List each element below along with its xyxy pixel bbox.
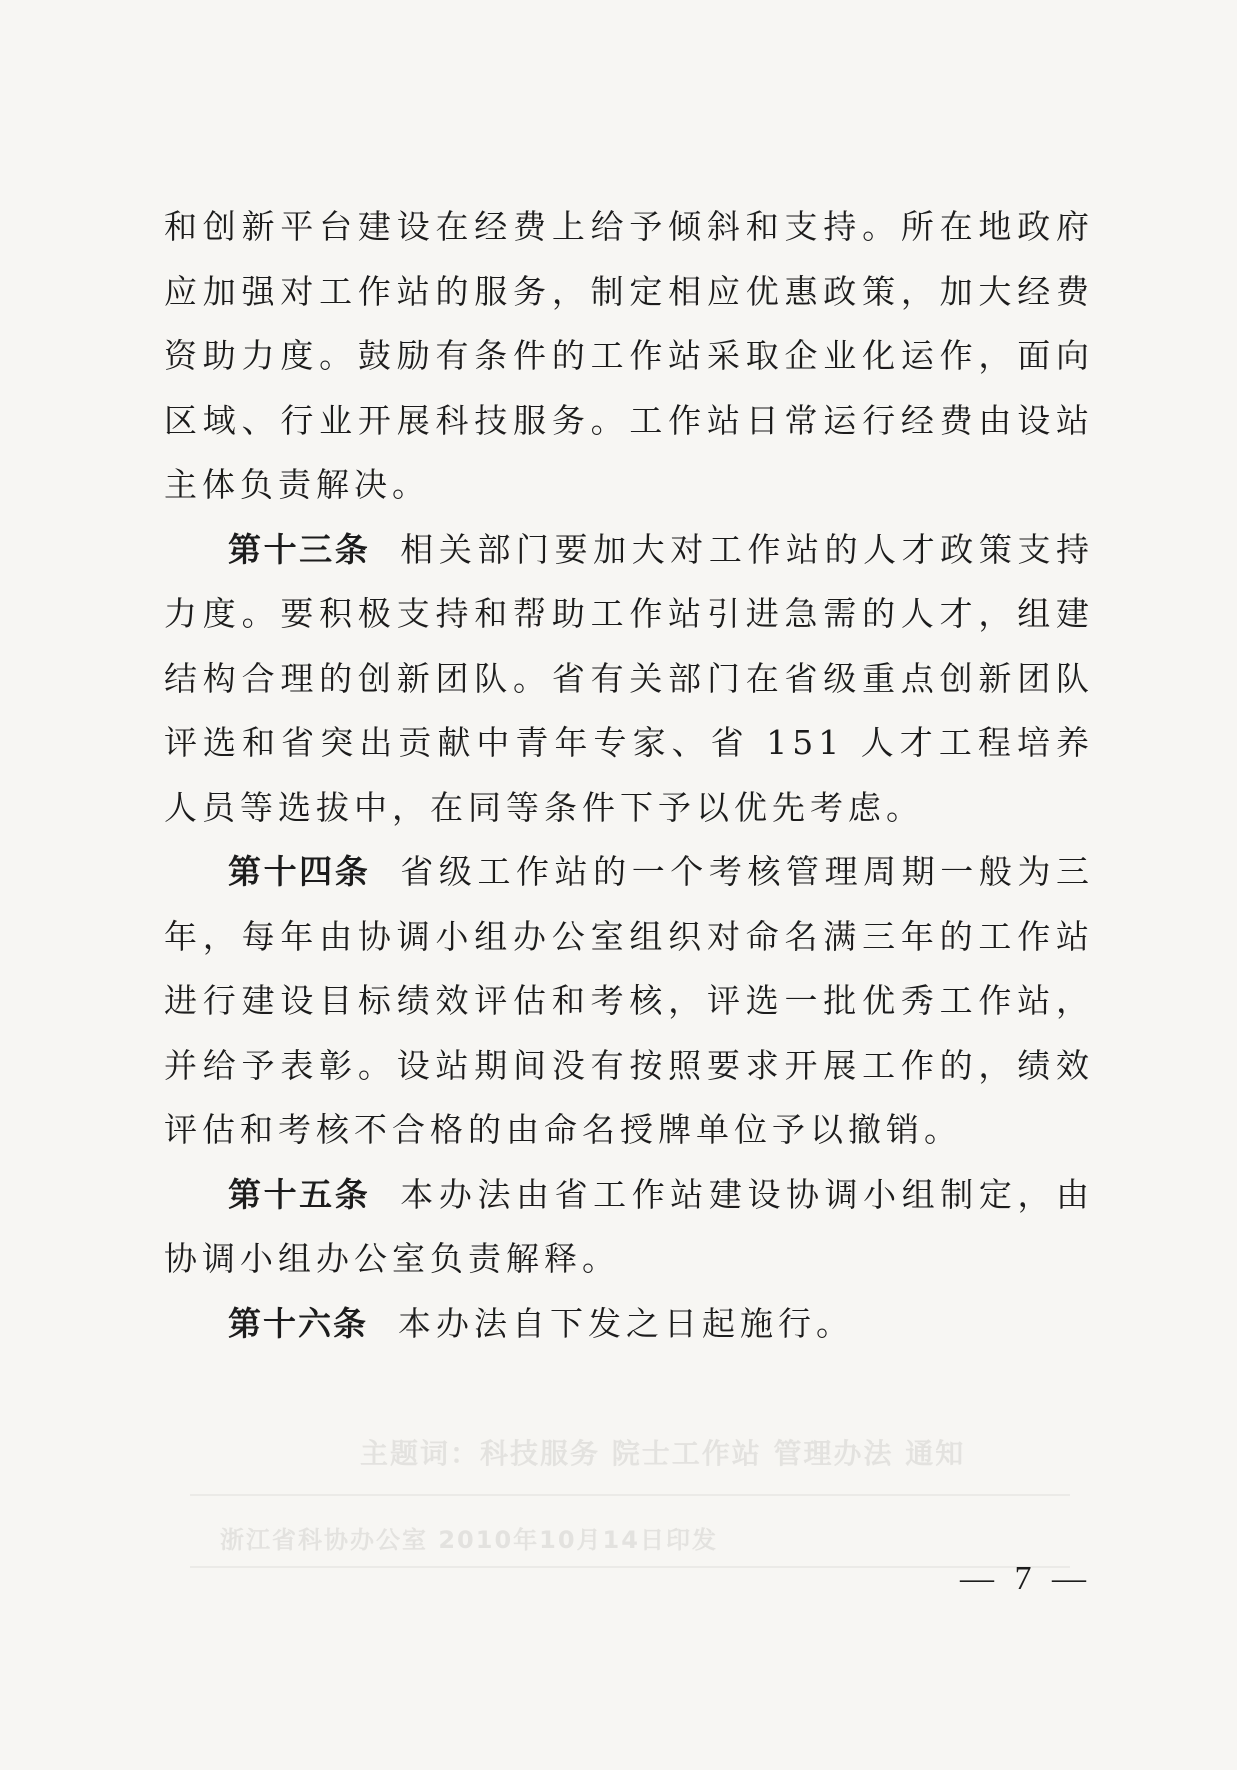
issuer-line-bleedthrough: 浙江省科协办公室 2010年10月14日印发 bbox=[220, 1526, 718, 1554]
paragraph-text: 和创新平台建设在经费上给予倾斜和支持。所在地政府应加强对工作站的服务，制定相应优惠政策，加大经费资助力度。鼓励有条件的工作站采取企业化运作，面向区域、行业开展科技服务。工作站日常运行经费由设站主体负责解决。 bbox=[164, 207, 1094, 504]
article-text: 本办法自下发之日起施行。 bbox=[398, 1303, 854, 1343]
article-label: 第十五条 bbox=[228, 1174, 371, 1214]
article-16 bbox=[164, 1292, 1094, 1357]
subject-keywords-bleedthrough: 主题词：科技服务 院士工作站 管理办法 通知 bbox=[360, 1437, 966, 1470]
footer-rule bbox=[190, 1566, 1070, 1568]
footer-rule bbox=[190, 1494, 1070, 1496]
article-label: 第十四条 bbox=[228, 852, 371, 891]
article-text: 省级工作站的一个考核管理周期一般为三年，每年由协调小组办公室组织对命名满三年的工作站进行建设目标绩效评估和考核，评选一批优秀工作站，并给予表彰。设站期间没有按照要求开展工作的，绩效评估和考核不合格的由命名授牌单位予以撤销。 bbox=[164, 852, 1095, 1149]
document-body bbox=[164, 195, 1094, 1356]
paragraph-continuation bbox=[164, 195, 1094, 518]
article-13 bbox=[164, 518, 1094, 841]
article-label: 第十三条 bbox=[228, 529, 371, 569]
article-label: 第十六条 bbox=[228, 1303, 368, 1343]
page-number: — 7 — bbox=[960, 1560, 1092, 1597]
article-text: 相关部门要加大对工作站的人才政策支持力度。要积极支持和帮助工作站引进急需的人才，组建结构合理的创新团队。省有关部门在省级重点创新团队评选和省突出贡献中青年专家、省 151 人才工程培养人员等选拔中，在同等条件下予以优先考虑。 bbox=[164, 529, 1095, 827]
article-15 bbox=[164, 1163, 1094, 1292]
article-14 bbox=[164, 840, 1094, 1163]
article-text: 本办法由省工作站建设协调小组制定，由协调小组办公室负责解释。 bbox=[164, 1174, 1095, 1278]
